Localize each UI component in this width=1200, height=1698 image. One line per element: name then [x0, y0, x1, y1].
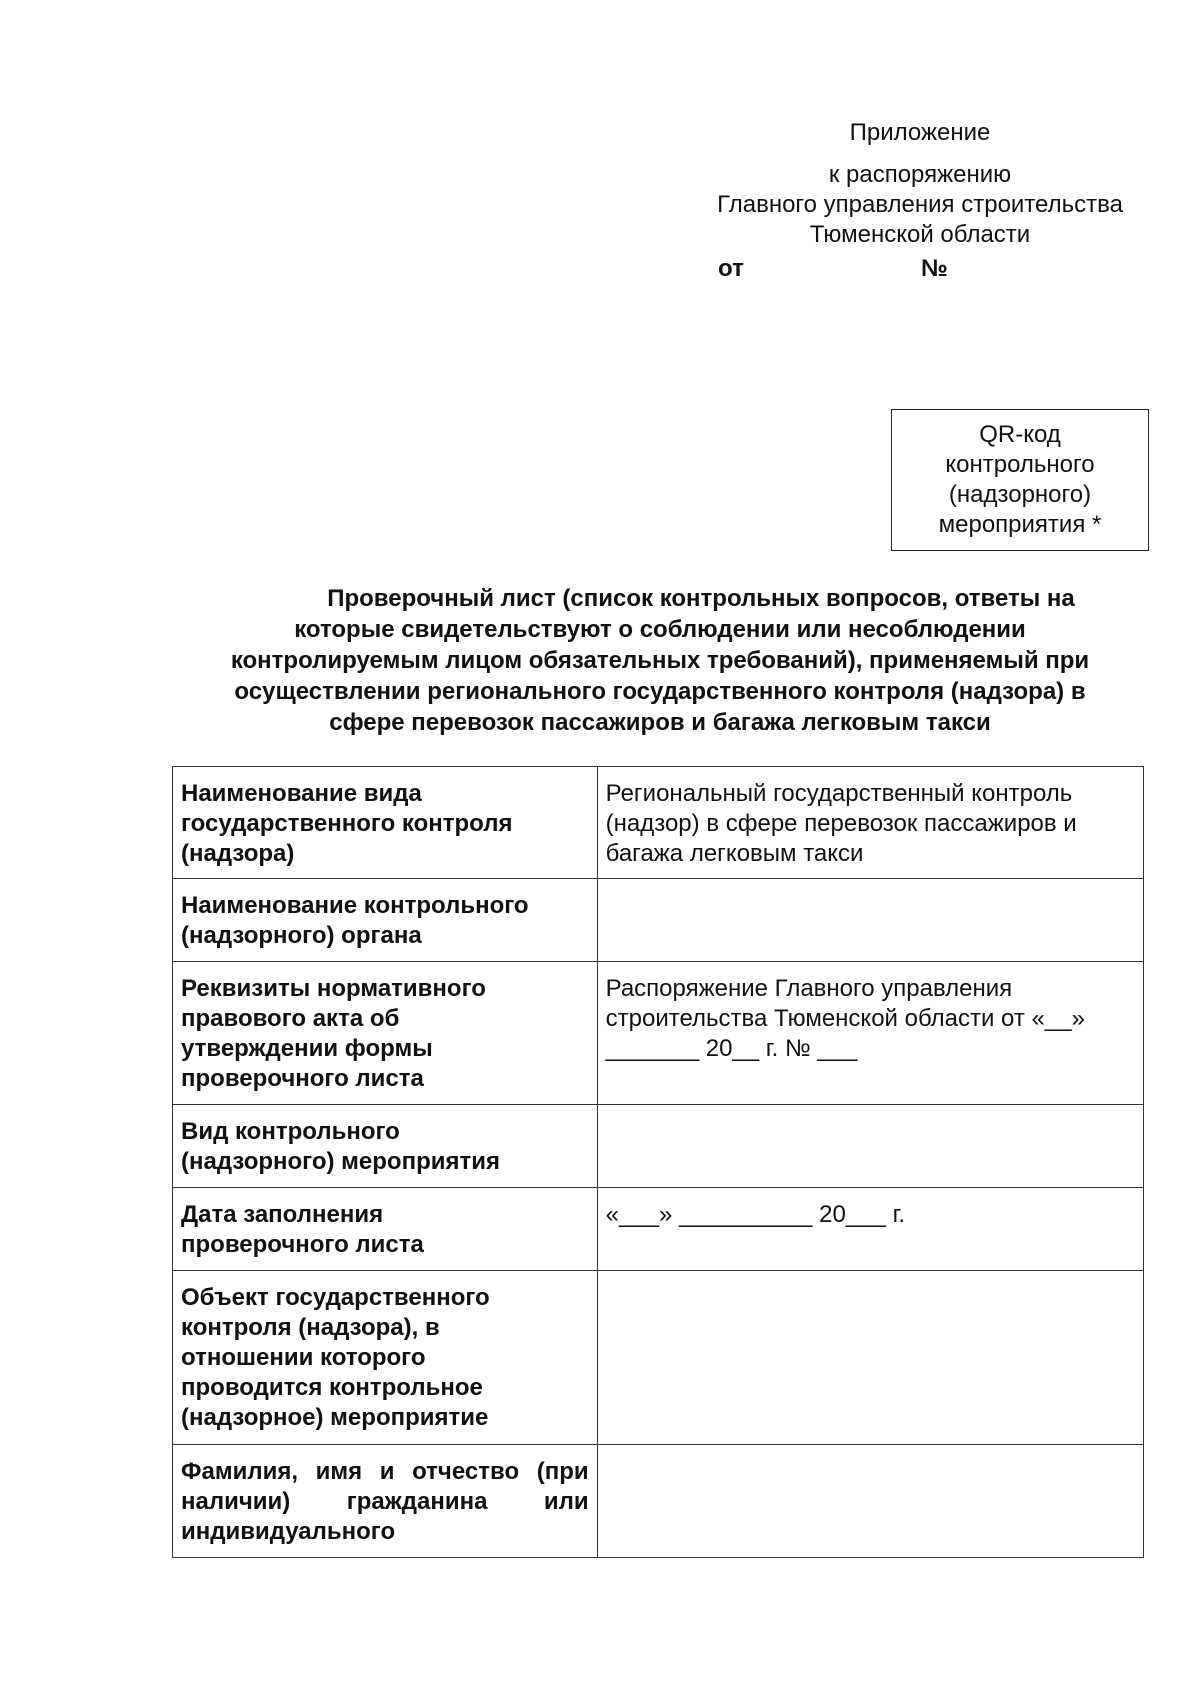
label-line: правового акта об — [181, 1005, 400, 1032]
label-line: проверочного листа — [181, 1065, 424, 1092]
label-line: индивидуального — [181, 1518, 396, 1545]
label-cell — [173, 1188, 598, 1271]
date-number-line — [718, 254, 978, 284]
value-line: строительства Тюменской области от «__» — [605, 1005, 1085, 1032]
order-reference-line-1: к распоряжению — [828, 161, 1012, 188]
value-line: «___» __________ 20___ г. — [605, 1201, 906, 1228]
label-cell — [173, 767, 598, 879]
value-cell — [597, 1188, 1143, 1271]
title-line-2: которые свидетельствуют о соблюдении или несоблюдении — [294, 616, 1026, 643]
table-row-control-body — [173, 879, 1144, 962]
date-from-label: от — [718, 255, 744, 282]
title-line-1: Проверочный лист (список контрольных вопросов, ответы на — [327, 585, 1075, 612]
label-line: отношении которого — [181, 1344, 426, 1371]
value-line: (надзор) в сфере перевозок пассажиров и — [605, 810, 1077, 837]
title-line-4: осуществлении регионального государственного контроля (надзора) в — [234, 678, 1086, 705]
label-cell — [173, 1105, 598, 1188]
qr-code-placeholder-box — [891, 409, 1149, 551]
order-reference-line-3: Тюменской области — [809, 221, 1031, 248]
qr-box-line-3: (надзорного) — [948, 481, 1092, 508]
checklist-table — [172, 766, 1144, 1558]
label-line: утверждении формы — [181, 1035, 433, 1062]
value-line: _______ 20__ г. № ___ — [605, 1035, 858, 1062]
qr-box-line-2: контрольного — [945, 451, 1095, 478]
label-line: государственного контроля — [181, 810, 513, 837]
label-line: (надзорного) мероприятия — [181, 1148, 501, 1175]
table-row-event-type — [173, 1105, 1144, 1188]
value-cell-empty — [597, 1105, 1143, 1188]
table-row-control-object — [173, 1271, 1144, 1445]
table-row-control-type — [173, 767, 1144, 879]
value-cell-empty — [597, 1271, 1143, 1445]
label-line: Наименование вида — [181, 780, 422, 807]
label-line: Объект государственного — [181, 1284, 490, 1311]
value-cell-empty — [597, 1445, 1143, 1558]
value-cell — [597, 767, 1143, 879]
label-line: (надзора) — [181, 840, 295, 867]
label-line: (надзорное) мероприятие — [181, 1404, 489, 1431]
label-line: Реквизиты нормативного — [181, 975, 486, 1002]
document-title — [180, 583, 1140, 738]
table-row-legal-act — [173, 962, 1144, 1105]
title-line-3: контролируемым лицом обязательных требований), применяемый при — [230, 647, 1090, 674]
value-cell — [597, 962, 1143, 1105]
label-line: Фамилия, имя и отчество (при — [181, 1458, 589, 1485]
qr-box-line-4: мероприятия * — [938, 511, 1102, 538]
value-line: Распоряжение Главного управления — [605, 975, 1013, 1002]
number-sign: № — [921, 255, 948, 282]
label-line: проверочного листа — [181, 1231, 424, 1258]
label-line: (надзорного) органа — [181, 922, 422, 949]
label-cell — [173, 879, 598, 962]
value-line: багажа легковым такси — [605, 840, 864, 867]
title-line-5: сфере перевозок пассажиров и багажа легковым такси — [329, 709, 991, 736]
appendix-header — [690, 118, 1150, 250]
label-line: Вид контрольного — [181, 1118, 400, 1145]
label-line: Наименование контрольного — [181, 892, 529, 919]
value-line: Региональный государственный контроль — [605, 780, 1073, 807]
order-reference-line-2: Главного управления строительства — [717, 191, 1123, 218]
table-row-full-name — [173, 1445, 1144, 1558]
table-row-fill-date — [173, 1188, 1144, 1271]
label-line: Дата заполнения — [181, 1201, 384, 1228]
value-cell-empty — [597, 879, 1143, 962]
label-line: наличии) гражданина или — [181, 1488, 589, 1515]
qr-box-line-1: QR-код — [979, 421, 1061, 448]
label-cell — [173, 962, 598, 1105]
label-line: проводится контрольное — [181, 1374, 483, 1401]
label-cell — [173, 1271, 598, 1445]
label-cell — [173, 1445, 598, 1558]
appendix-label: Приложение — [849, 119, 991, 146]
label-line: контроля (надзора), в — [181, 1314, 440, 1341]
